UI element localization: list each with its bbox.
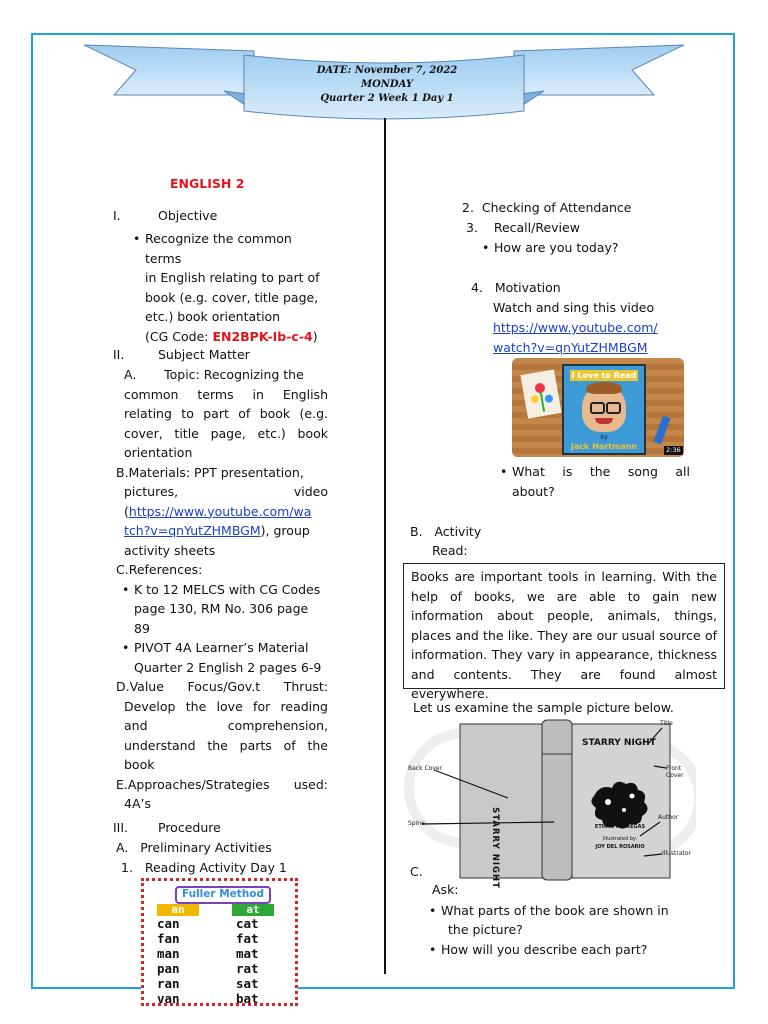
reference-item: • K to 12 MELCS with CG Codes [134,580,328,600]
materials-line: pictures, video [124,484,328,499]
objective-line: • Recognize the common terms [145,229,331,268]
flower-drawing-icon [520,369,561,418]
objective-block [145,229,331,346]
topic-line: cover, title page, etc.) book [124,425,328,441]
an-word: fan [157,931,180,946]
subject-title: ENGLISH 2 [170,176,245,191]
video-thumbnail[interactable] [512,358,684,457]
paren-open: ( [124,503,129,519]
column-divider [384,118,386,974]
label-title: Title [660,720,673,727]
reading-passage: Books are important tools in learning. With the help of books, we are able to gain new information about people, animals, things, places and the like. They are our usual source of information. They vary in appearance, thickness and contents. They are found almost everywhere. [411,569,717,701]
c-label: C. [410,864,423,879]
motivation-video-link-cont[interactable]: watch?v=qnYutZHMBGM [493,340,648,355]
preliminary-activities: A. Preliminary Activities [116,840,272,855]
diagram-spine-title: STARRY NIGHT [490,807,500,889]
cg-code-line [145,327,331,347]
approaches-line: E.Approaches/Strategies used: [116,776,328,792]
topic-line: A. Topic: Recognizing the [124,367,304,382]
reference-item-cont: page 130, RM No. 306 page 89 [134,601,309,636]
banner-quarter: Quarter 2 Week 1 Day 1 [320,93,454,104]
section-1-number: I. [113,208,121,223]
topic-line: relating to part of book (e.g. [124,406,328,421]
materials-link-line [124,502,328,522]
read-label: Read: [432,543,468,558]
value-focus-line: book [124,757,155,772]
activity-label: B. Activity [410,524,482,539]
attendance-item: 2. Checking of Attendance [462,200,632,215]
song-question: • What is the song all [512,462,690,482]
banner-text [246,64,528,106]
question-1: • What parts of the book are shown in [441,901,669,921]
label-back-cover: Back Cover [408,765,443,772]
fuller-title: Fuller Method [175,886,271,904]
an-header: an [157,904,199,916]
book-cover-thumb [562,364,646,455]
section-3-title: Procedure [158,820,221,835]
reference-item: • PIVOT 4A Learner’s Material [134,638,328,658]
diagram-illustrated-by: Illustrated by: [602,836,638,842]
video-link[interactable]: https://www.youtube.com/wa [128,503,312,519]
subject-matter-block [116,365,328,814]
motivation-item: 4. Motivation [471,280,561,295]
examine-instruction: Let us examine the sample picture below. [413,700,674,715]
video-duration: 2:36 [666,446,681,454]
an-word: can [157,916,180,931]
materials-link-line [124,521,328,541]
section-2-number: II. [113,347,125,362]
at-word: sat [236,976,259,991]
diagram-illustrator: JOY DEL ROSARIO [595,844,645,850]
motivation-video-link[interactable]: https://www.youtube.com/ [493,320,658,335]
reading-activity: 1. Reading Activity Day 1 [121,860,287,875]
topic-line: common terms in English [124,386,328,402]
at-word: bat [236,991,259,1006]
diagram-written-by: Written by: [606,816,634,822]
topic-line: orientation [124,445,193,460]
objective-line: etc.) book orientation [145,309,281,324]
materials-line: activity sheets [124,542,216,558]
label-author: Author [658,814,679,821]
watch-instruction: Watch and sing this video [493,300,655,315]
an-word: van [157,991,180,1006]
value-focus-line: and comprehension, [124,718,328,733]
approaches-line: 4A’s [124,796,151,811]
cartoon-face [582,386,626,432]
at-word: rat [236,961,259,976]
how-are-you: • How are you today? [494,238,619,258]
banner-date: DATE: November 7, 2022 [316,65,458,76]
at-word: mat [236,946,259,961]
video-title: I Love to Read [571,371,637,380]
reading-passage-box [403,563,725,701]
section-1-title: Objective [158,208,218,223]
reference-item-cont: Quarter 2 English 2 pages 6-9 [134,659,322,675]
objective-line: book (e.g. cover, title page, [145,289,319,305]
value-focus-line: Develop the love for reading [124,698,328,714]
recall-item: 3. Recall/Review [466,220,580,235]
objective-line: in English relating to part of [145,270,320,285]
song-question-cont: about? [512,484,555,499]
section-3-number: III. [113,820,129,835]
book-parts-diagram [404,718,696,889]
banner-day: MONDAY [361,79,413,90]
materials-group: ), group [260,523,310,538]
diagram-book-title: STARRY NIGHT [582,738,656,748]
an-word: ran [157,976,180,991]
references-title: C.References: [116,562,203,577]
an-word: pan [157,961,180,976]
value-focus-line: D.Value Focus/Gov.t Thrust: [116,679,328,694]
drawing-paper [520,369,561,418]
at-word: fat [236,931,259,946]
ask-label: Ask: [432,882,459,897]
label-spine: Spine [408,820,425,827]
an-word: man [157,946,180,961]
at-header: at [232,904,274,916]
question-2: • How will you describe each part? [441,940,647,960]
cg-prefix: (CG Code: [145,328,213,344]
label-front-cover: Front Cover [666,765,684,779]
cg-code: EN2BPK-Ib-c-4 [212,328,313,344]
fuller-method-card [141,878,298,1006]
cg-suffix: ) [312,328,318,344]
diagram-author: ETHAN FABREGAS [594,824,646,830]
at-word: cat [236,916,259,931]
video-author: Jack Hartmann [570,442,638,451]
section-2-title: Subject Matter [158,347,250,362]
value-focus-line: understand the parts of the [124,737,328,753]
materials-line: B.Materials: PPT presentation, [116,464,304,480]
video-by: by [600,434,608,441]
video-link-cont[interactable]: tch?v=qnYutZHMBGM [124,523,261,538]
label-illustrator: Illustrator [662,850,692,857]
question-1-cont: the picture? [448,922,523,937]
